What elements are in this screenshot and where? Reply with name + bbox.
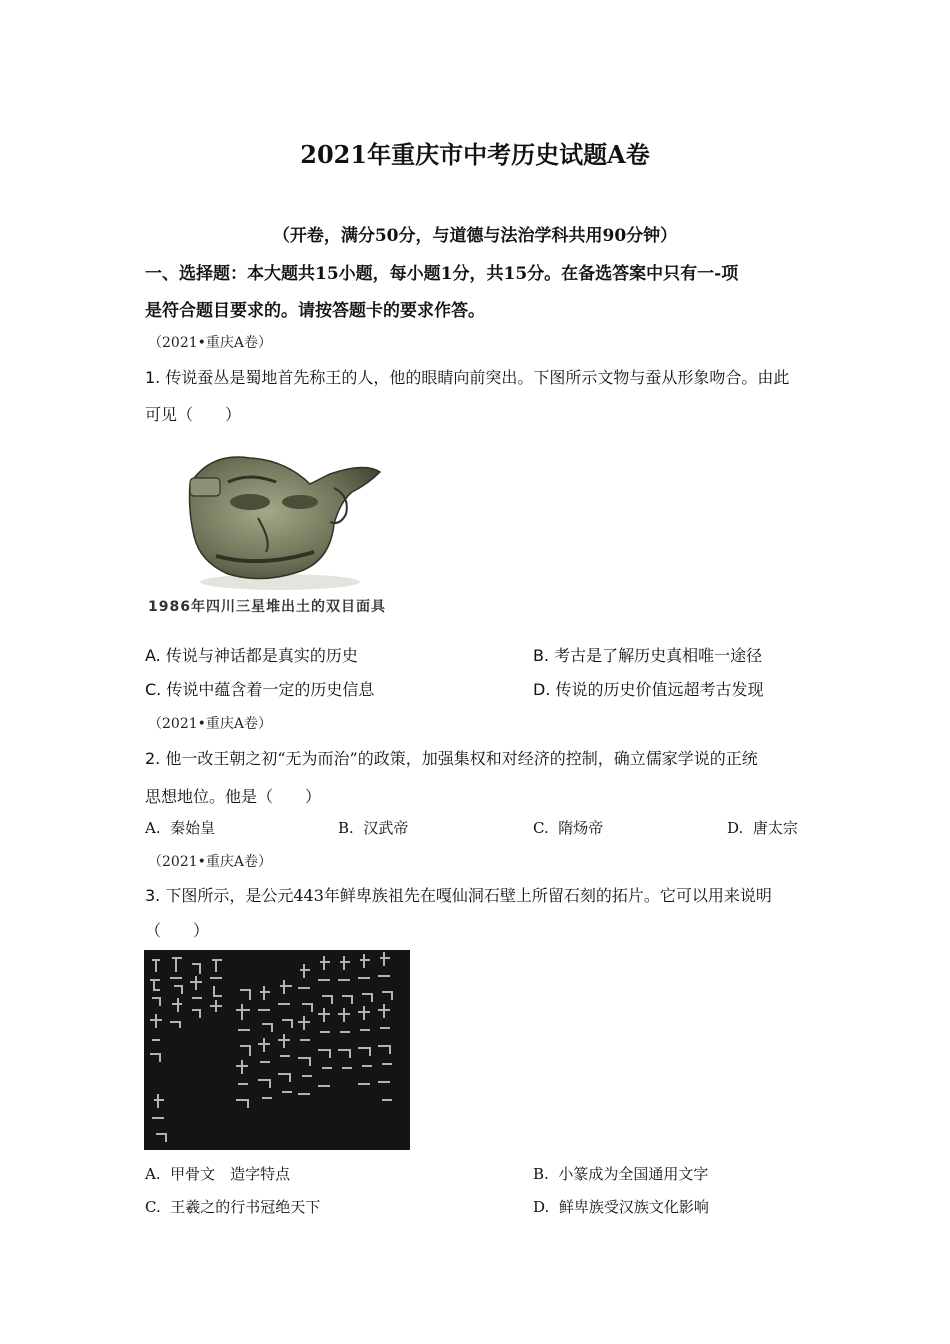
stone-inscription-rubbing-image — [144, 950, 410, 1150]
question-1-option-b: B. 考古是了解历史真相唯一途径 — [533, 646, 763, 665]
question-1-stem-line1 — [145, 365, 789, 388]
question-1-stem-line2: 可见（ ） — [145, 405, 242, 424]
question-2-option-a: A. 秦始皇 — [145, 819, 216, 837]
question-2-option-b: B. 汉武帝 — [338, 819, 409, 837]
rubbing-texture — [144, 950, 410, 1150]
bronze-mask-image — [180, 444, 390, 594]
question-1-option-d: D. 传说的历史价值远超考古发现 — [533, 680, 764, 699]
question-3-stem-line1 — [145, 883, 772, 906]
page-title: 2021年重庆市中考历史试题A卷 — [300, 140, 650, 169]
figure-caption: 1986年四川三星堆出土的双目面具 — [148, 599, 386, 615]
question-2-source: （2021•重庆A卷） — [148, 716, 272, 732]
exam-subtitle: （开卷，满分50分，与道德与法治学科共用90分钟） — [272, 226, 678, 246]
question-2-stem-line1 — [145, 746, 758, 769]
question-3-number: 3. — [145, 886, 161, 905]
question-2-stem-line2: 思想地位。他是（ ） — [145, 787, 322, 806]
question-3-text-line1: 下图所示，是公元443年鲜卑族祖先在嘎仙洞石壁上所留石刻的拓片。它可以用来说明 — [165, 886, 772, 905]
section-heading-line1: 一、选择题：本大题共15小题，每小题1分，共15分。在备选答案中只有一-项 — [145, 264, 739, 284]
question-1-option-c: C. 传说中蕴含着一定的历史信息 — [145, 680, 375, 699]
question-3-option-c: C. 王羲之的行书冠绝天下 — [145, 1198, 321, 1216]
question-3-option-d: D. 鲜卑族受汉族文化影响 — [533, 1198, 709, 1216]
question-1-number: 1. — [145, 368, 161, 387]
question-1-source: （2021•重庆A卷） — [148, 335, 272, 351]
question-1-option-a: A. 传说与神话都是真实的历史 — [145, 646, 358, 665]
question-2-number: 2. — [145, 749, 161, 768]
question-2-text-line1: 他一改王朝之初“无为而治”的政策，加强集权和对经济的控制，确立儒家学说的正统 — [165, 749, 758, 768]
question-2-option-d: D. 唐太宗 — [727, 819, 798, 837]
section-heading-line2: 是符合题目要求的。请按答题卡的要求作答。 — [145, 301, 485, 321]
question-2-option-c: C. 隋炀帝 — [533, 819, 604, 837]
question-3-option-b: B. 小篆成为全国通用文字 — [533, 1165, 709, 1183]
question-3-option-a: A. 甲骨文 造字特点 — [145, 1165, 291, 1183]
question-3-source: （2021•重庆A卷） — [148, 854, 272, 870]
question-3-stem-line2: （ ） — [145, 921, 210, 940]
question-1-text-line1: 传说蚕丛是蜀地首先称王的人，他的眼睛向前突出。下图所示文物与蚕从形象吻合。由此 — [165, 368, 790, 387]
